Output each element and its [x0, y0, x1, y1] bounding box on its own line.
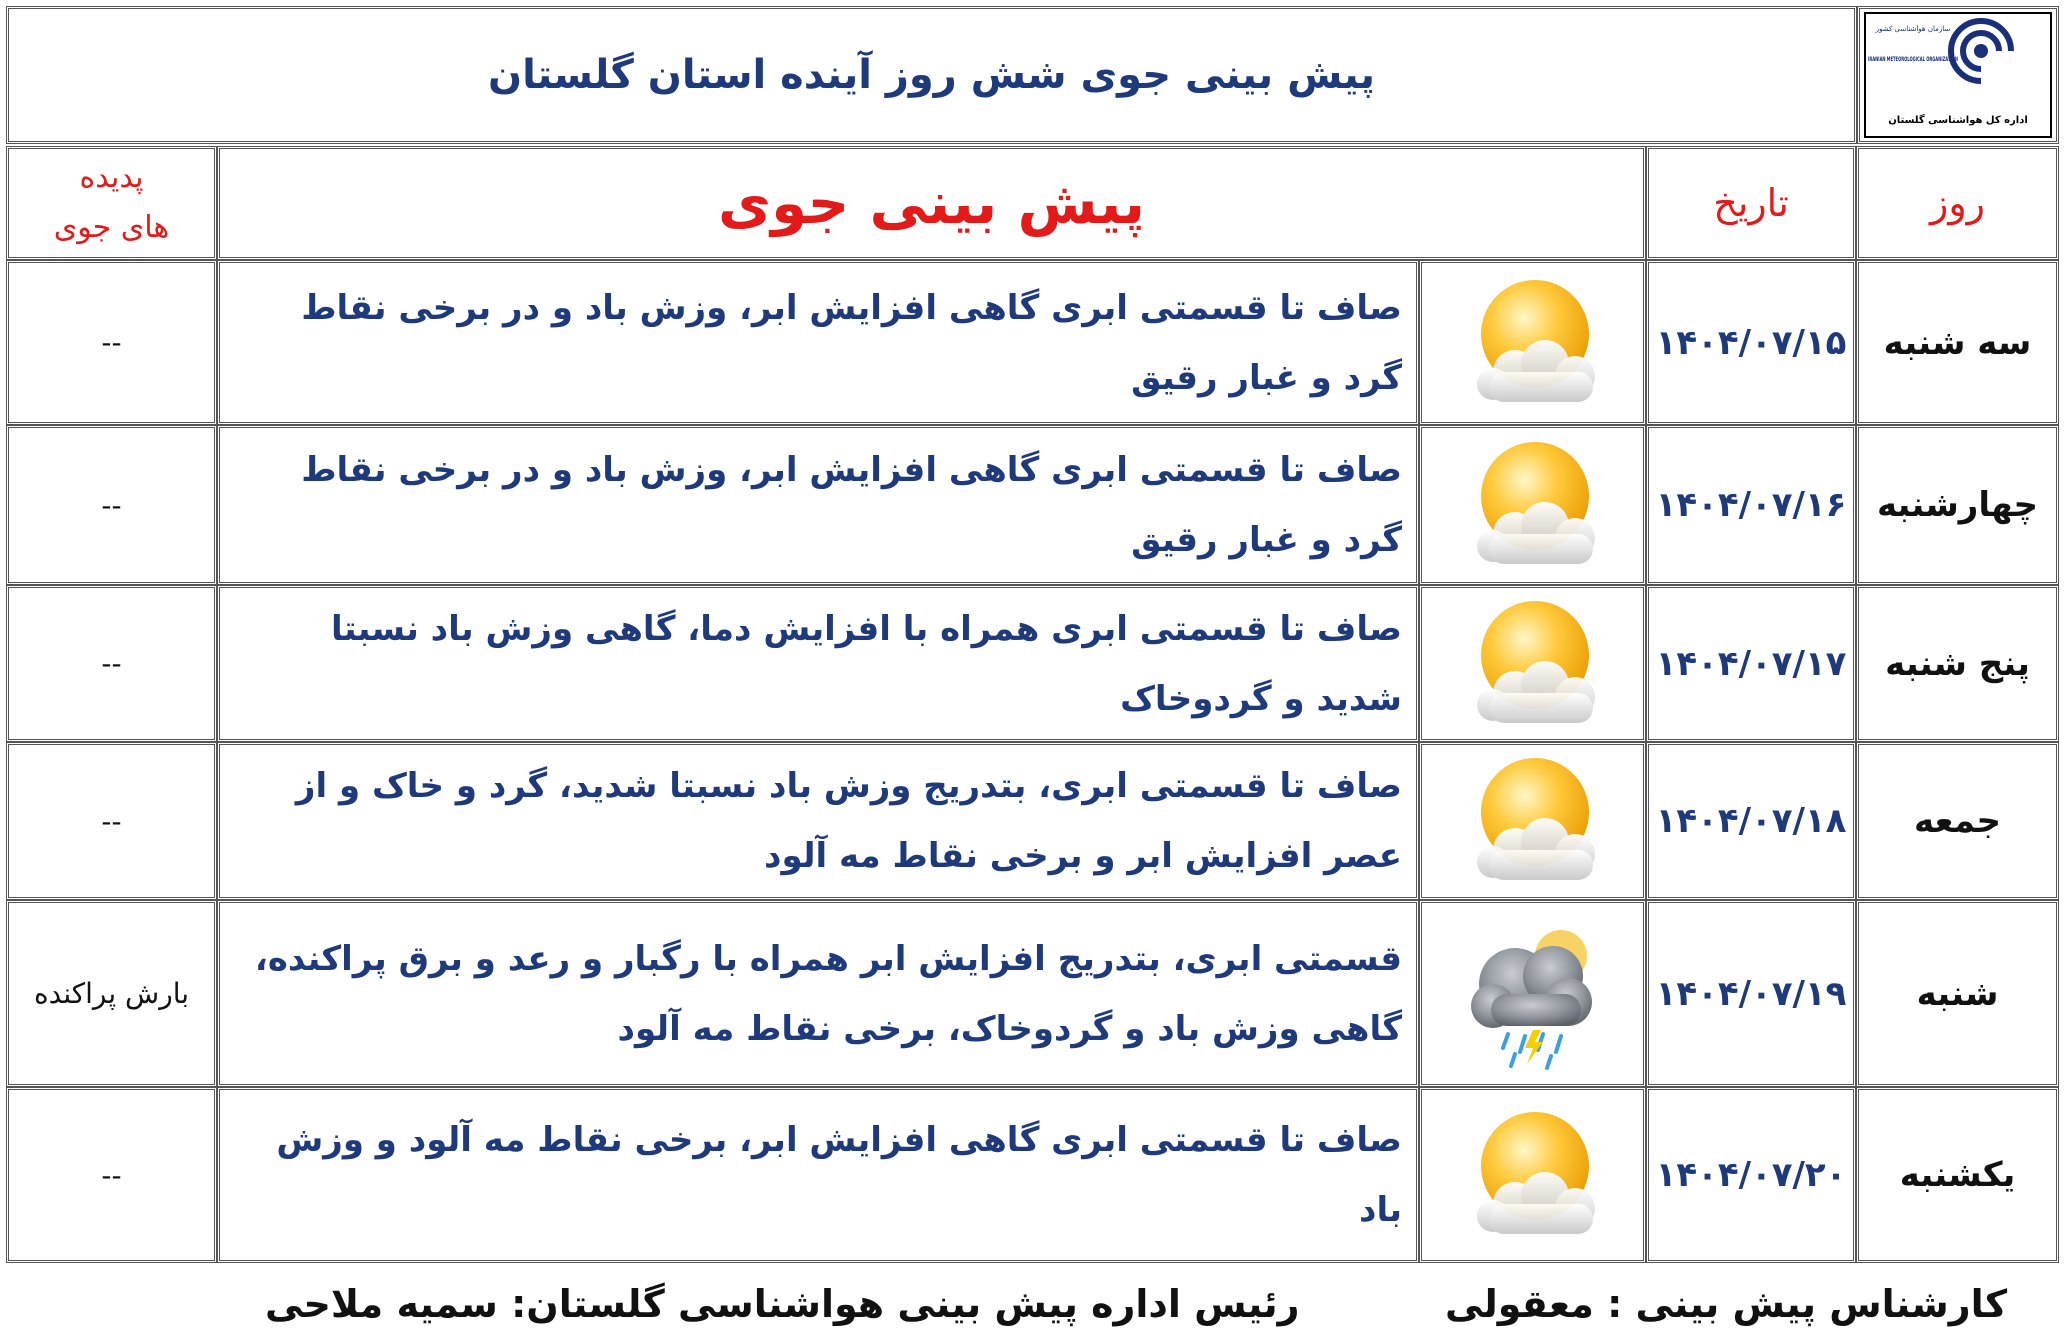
header-forecast: پیش بینی جوی: [718, 169, 1145, 237]
partly-cloudy-icon: [1453, 430, 1613, 580]
header-phenomena-cell: [6, 146, 217, 260]
rain-cloud-icon: [1453, 914, 1613, 1074]
row-2-phenomena: --: [101, 488, 122, 522]
row-6-icon-cell: [1419, 1087, 1646, 1263]
row-1-day-cell: [1856, 260, 2059, 425]
row-4-day-cell: [1856, 742, 2059, 900]
row-3-date: ۱۴۰۴/۰۷/۱۷: [1655, 643, 1847, 684]
row-2-day: چهارشنبه: [1876, 485, 2039, 525]
row-5-phenomena-cell: [6, 900, 217, 1087]
logo-top-text: سازمان هواشناسی کشور: [1875, 25, 1951, 33]
row-5-icon-cell: [1419, 900, 1646, 1087]
header-day: روز: [1929, 181, 1986, 225]
meteorological-organization-logo: [1863, 11, 2053, 139]
row-4-phenomena: --: [101, 804, 122, 838]
row-1-day: سه شنبه: [1883, 322, 2032, 363]
row-3-phenomena-cell: [6, 585, 217, 742]
footer: [0, 1270, 2064, 1330]
row-1-forecast-cell: [217, 260, 1419, 425]
row-5-forecast-cell: [217, 900, 1419, 1087]
row-2-icon-cell: [1419, 425, 1646, 585]
row-4-phenomena-cell: [6, 742, 217, 900]
row-2-phenomena-cell: [6, 425, 217, 585]
row-6-forecast: صاف تا قسمتی ابری گاهی افزایش ابر، برخی نقاط مه آلود و وزش باد: [276, 1120, 1402, 1230]
logo-en-text: IRANIAN METEOROLOGICAL ORGANIZATION: [1868, 55, 1958, 63]
row-6-phenomena-cell: [6, 1087, 217, 1263]
row-3-phenomena: --: [101, 647, 122, 680]
row-1-icon-cell: [1419, 260, 1646, 425]
header-phenomena: پدیده های جوی: [53, 160, 170, 245]
row-3-forecast-cell: [217, 585, 1419, 742]
title-bar: [6, 6, 1857, 144]
row-2-forecast-cell: [217, 425, 1419, 585]
row-5-date: ۱۴۰۴/۰۷/۱۹: [1655, 973, 1847, 1014]
row-1-date: ۱۴۰۴/۰۷/۱۵: [1655, 322, 1847, 363]
row-3-icon-cell: [1419, 585, 1646, 742]
row-5-day: شنبه: [1916, 973, 1999, 1014]
row-6-day: یکشنبه: [1899, 1155, 2016, 1195]
row-2-day-cell: [1856, 425, 2059, 585]
partly-cloudy-icon: [1453, 1100, 1613, 1250]
header-forecast-cell: [217, 146, 1646, 260]
row-3-date-cell: [1646, 585, 1856, 742]
row-4-day: جمعه: [1913, 801, 2002, 841]
row-2-date-cell: [1646, 425, 1856, 585]
row-6-phenomena: --: [101, 1158, 122, 1192]
partly-cloudy-icon: [1453, 268, 1613, 418]
page-title: پیش بینی جوی شش روز آینده استان گلستان: [488, 52, 1375, 98]
logo-box: [1857, 6, 2059, 144]
row-3-day: پنج شنبه: [1885, 643, 2030, 684]
row-5-day-cell: [1856, 900, 2059, 1087]
row-6-day-cell: [1856, 1087, 2059, 1263]
forecast-expert: کارشناس پیش بینی : معقولی: [1445, 1282, 2008, 1326]
row-4-date: ۱۴۰۴/۰۷/۱۸: [1655, 801, 1847, 841]
row-5-date-cell: [1646, 900, 1856, 1087]
row-6-forecast-cell: [217, 1087, 1419, 1263]
row-4-forecast: صاف تا قسمتی ابری، بتدریج وزش باد نسبتا شدید، گرد و خاک و از عصر افزایش ابر و برخی نقاط مه آلود: [295, 766, 1402, 876]
partly-cloudy-icon: [1453, 746, 1613, 896]
row-2-forecast: صاف تا قسمتی ابری گاهی افزایش ابر، وزش باد و در برخی نقاط گرد و غبار رقیق: [301, 450, 1402, 560]
partly-cloudy-icon: [1453, 589, 1613, 739]
row-5-forecast: قسمتی ابری، بتدریج افزایش ابر همراه با رگبار و رعد و برق پراکنده، گاهی وزش باد و گردوخاک، برخی نقاط مه آلود: [254, 938, 1402, 1049]
row-4-date-cell: [1646, 742, 1856, 900]
row-6-date: ۱۴۰۴/۰۷/۲۰: [1655, 1155, 1847, 1195]
department-head: رئیس اداره پیش بینی هواشناسی گلستان: سمیه ملاحی: [265, 1282, 1300, 1326]
row-4-forecast-cell: [217, 742, 1419, 900]
row-2-date: ۱۴۰۴/۰۷/۱۶: [1655, 485, 1847, 525]
row-1-date-cell: [1646, 260, 1856, 425]
row-1-forecast: صاف تا قسمتی ابری گاهی افزایش ابر، وزش باد و در برخی نقاط گرد و غبار رقیق: [301, 287, 1402, 398]
header-date-cell: [1646, 146, 1856, 260]
logo-bottom-text: اداره کل هواشناسی گلستان: [1888, 115, 2028, 126]
row-1-phenomena-cell: [6, 260, 217, 425]
header-date: تاریخ: [1713, 181, 1789, 225]
row-5-phenomena: بارش پراکنده: [33, 977, 190, 1010]
row-6-date-cell: [1646, 1087, 1856, 1263]
row-4-icon-cell: [1419, 742, 1646, 900]
row-3-day-cell: [1856, 585, 2059, 742]
row-3-forecast: صاف تا قسمتی ابری همراه با افزایش دما، گاهی وزش باد نسبتا شدید و گردوخاک: [330, 608, 1402, 719]
header-day-cell: [1856, 146, 2059, 260]
row-1-phenomena: --: [101, 326, 122, 359]
